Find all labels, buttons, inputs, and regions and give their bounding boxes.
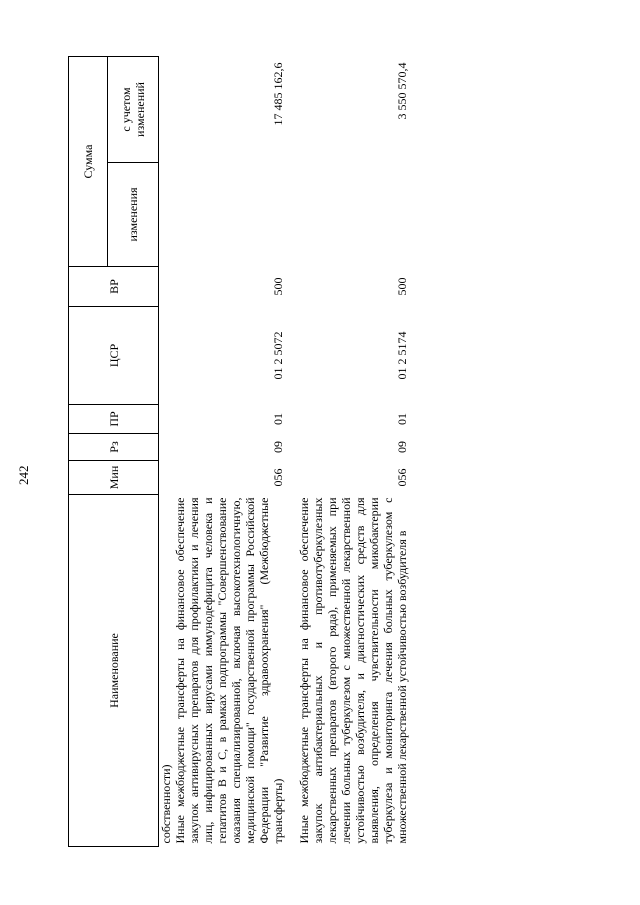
row-spacer — [285, 56, 297, 846]
row-total: 3 550 570,4 — [395, 62, 409, 120]
header-csr: ЦСР — [69, 307, 159, 405]
header-vr: ВР — [69, 267, 159, 307]
row-csr: 01 2 5174 — [395, 331, 409, 380]
header-pr: ПР — [69, 405, 159, 434]
table-row — [173, 56, 285, 846]
row-rz: 09 — [395, 441, 409, 453]
row-csr — [159, 307, 174, 405]
budget-table — [68, 56, 409, 847]
row-vr — [159, 267, 174, 307]
row-change — [159, 163, 174, 267]
row-vr: 500 — [395, 277, 409, 296]
row-min: 056 — [271, 468, 285, 487]
table-row — [159, 56, 174, 846]
row-total — [159, 56, 174, 162]
row-total: 17 485 162,6 — [271, 62, 285, 126]
header-change: изменения — [108, 163, 159, 267]
page-number: 242 — [16, 465, 31, 485]
row-name: собственности) — [159, 764, 173, 844]
row-change — [297, 163, 409, 267]
row-pr — [159, 405, 174, 434]
row-name: Иные межбюджетные трансферты на финансовое обеспечение закупок антибактериальных и противотуберкулезных лекарственных препаратов (второго ряда), применяемых при лечении больных туберкулезом с множественной лекарственной устойчивостью возбудителя, и диагностических средств для выявления, определения чувствительности микобактерии туберкулеза и мониторинга лечения больных туберкулезом с множественной лекарственной устойчивостью возбудителя в — [297, 497, 409, 844]
table-row — [297, 56, 409, 846]
header-sum: Сумма — [69, 56, 108, 266]
header-name: Наименование — [69, 495, 159, 847]
row-pr: 01 — [271, 413, 285, 425]
header-min: Мин — [69, 461, 159, 495]
row-csr: 01 2 5072 — [271, 331, 285, 380]
header-rz: Рз — [69, 434, 159, 461]
header-with-changes: с учетом изменений — [108, 56, 159, 162]
row-min — [159, 461, 174, 495]
header-row-1 — [69, 56, 108, 846]
row-rz: 09 — [271, 441, 285, 453]
row-vr: 500 — [271, 277, 285, 296]
row-name: Иные межбюджетные трансферты на финансовое обеспечение закупок антивирусных препаратов для профилактики и лечения лиц, инфицированных вирусами иммунодефицита человека и гепатитов В и С, в рамках подпрограммы "Совершенствование оказания специализированной, включая высокотехнологичную, медицинской помощи" государственной программы Российской Федерации "Развитие здравоохранения" (Межбюджетные трансферты) — [173, 497, 285, 844]
row-rz — [159, 434, 174, 461]
row-pr: 01 — [395, 413, 409, 425]
row-min: 056 — [395, 468, 409, 487]
row-change — [173, 163, 285, 267]
